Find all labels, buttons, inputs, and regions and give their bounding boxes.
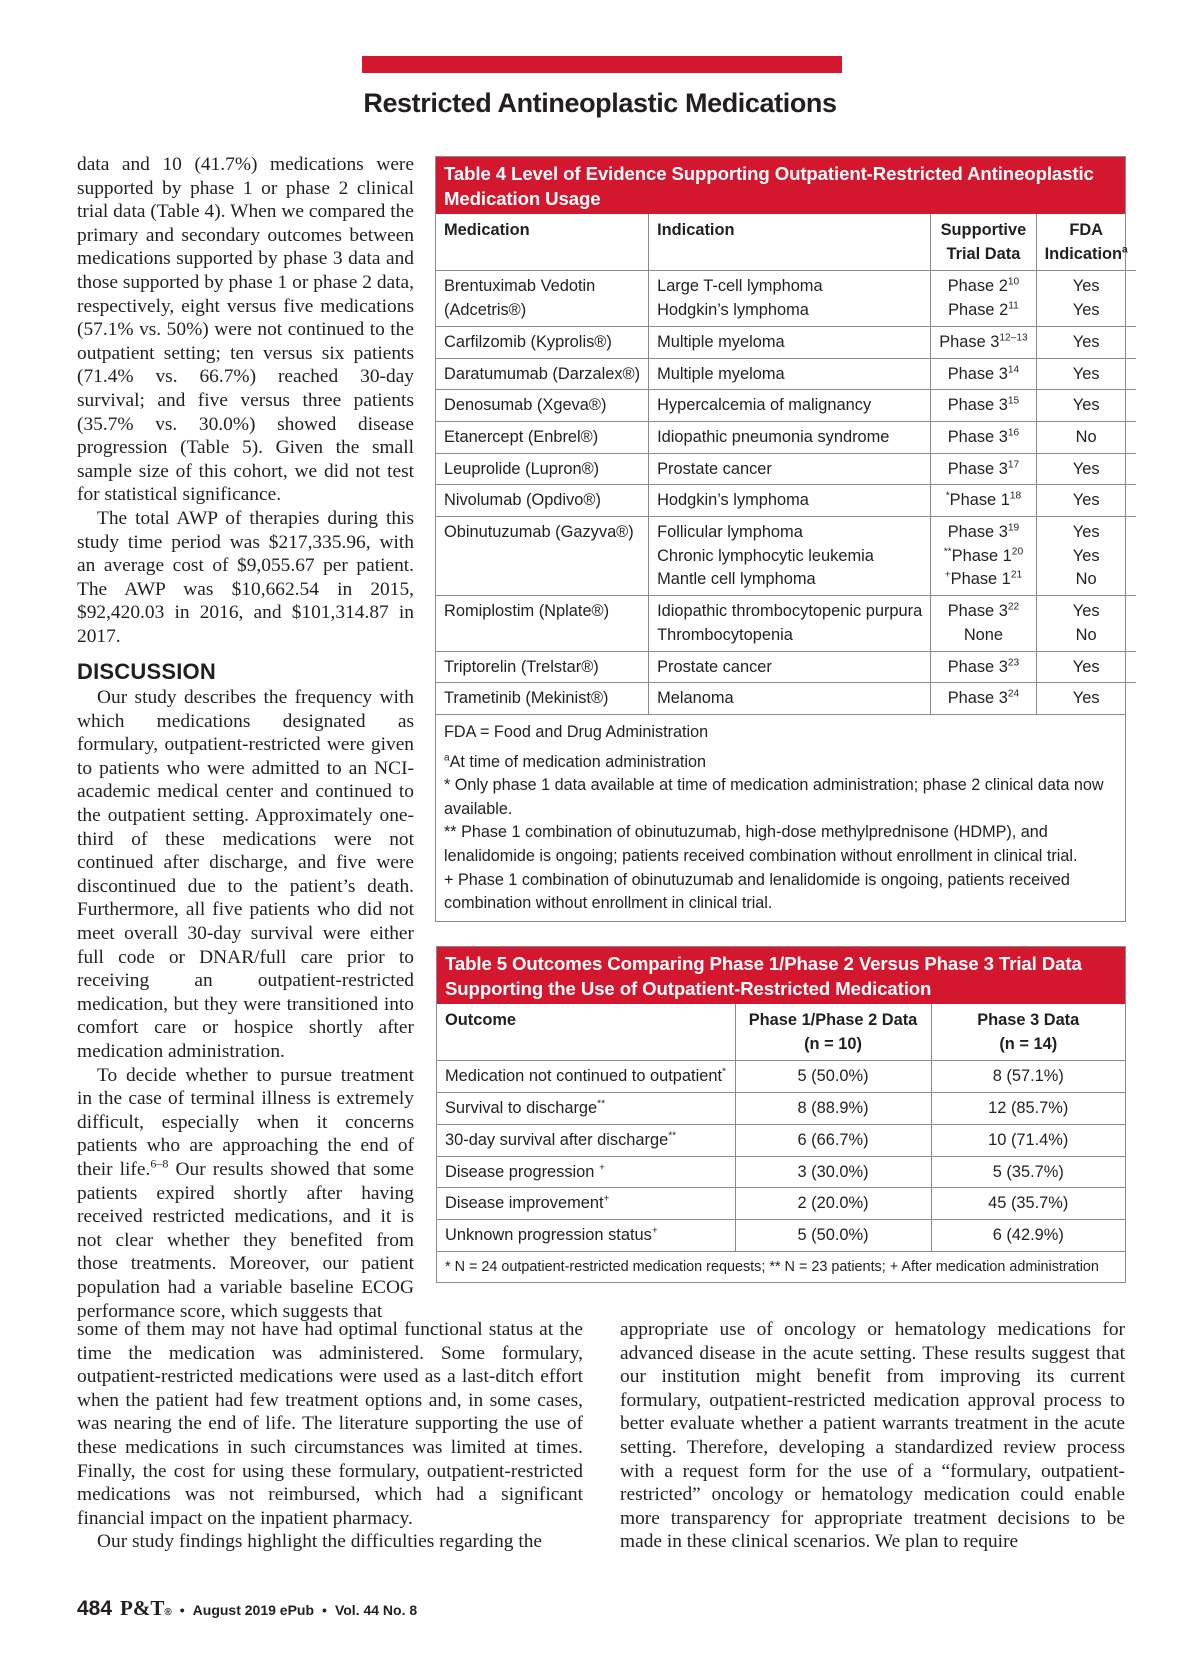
citation-ref: 21 xyxy=(1010,569,1023,581)
volume-info: Vol. 44 No. 8 xyxy=(334,1602,418,1618)
header-line: Indication xyxy=(1044,244,1123,263)
cell-fda-indication xyxy=(1036,358,1136,390)
cell-outcome xyxy=(437,1093,735,1125)
bottom-right-column xyxy=(620,1318,1125,1554)
indication: Multiple myeloma xyxy=(657,364,785,383)
indication: Hodgkin’s lymphoma xyxy=(657,491,809,510)
table-header-row xyxy=(437,1004,1125,1061)
footnote-mark: * xyxy=(945,490,950,502)
cell-phase3: 5 (35.7%) xyxy=(931,1156,1125,1188)
table-row xyxy=(436,485,1136,517)
body-paragraph xyxy=(77,1064,414,1324)
outcome-label: Unknown progression status xyxy=(445,1225,652,1244)
footnote-mark: ** xyxy=(943,546,952,558)
indication: Chronic lymphocytic leukemia xyxy=(657,546,874,565)
left-column xyxy=(77,153,414,1323)
cell-phase12: 8 (88.9%) xyxy=(735,1093,931,1125)
medication-name: Daratumumab (Darzalex®) xyxy=(444,364,641,383)
indication: Multiple myeloma xyxy=(657,332,785,351)
medication-name: Trametinib (Mekinist®) xyxy=(444,689,609,708)
table-row xyxy=(437,1124,1125,1156)
column-header-fda-indication xyxy=(1036,214,1136,271)
cell-indication xyxy=(649,271,931,326)
phase-text: None xyxy=(963,625,1004,644)
registered-mark: ® xyxy=(164,1607,172,1618)
fda-status: Yes xyxy=(1072,364,1100,383)
trial-phase xyxy=(939,600,1027,624)
table-row xyxy=(436,651,1136,683)
medication-name: Nivolumab (Opdivo®) xyxy=(444,491,601,510)
table-row xyxy=(437,1061,1125,1093)
cell-phase12: 5 (50.0%) xyxy=(735,1061,931,1093)
footnote-double-star: ** Phase 1 combination of obinutuzumab, high-dose methylprednisone (HDMP), and lenalidomide is ongoing; patients received combination without enrollment in clinical trial. xyxy=(444,823,1078,865)
trial-phase xyxy=(939,489,1027,513)
indication: Hodgkin’s lymphoma xyxy=(657,301,809,320)
table-row xyxy=(437,1156,1125,1188)
header-line: FDA xyxy=(1069,221,1103,239)
cell-trial-data xyxy=(931,326,1036,358)
table-row xyxy=(437,1219,1125,1250)
fda-status: Yes xyxy=(1072,602,1100,621)
outcome-label: Medication not continued to outpatient xyxy=(445,1067,723,1086)
phase-text: Phase 3 xyxy=(947,602,1008,621)
paragraph-text: To decide whether to pursue treatment in the case of terminal illness is extremely difficult, especially when it concerns patients who are approaching the end of their life. xyxy=(77,1064,414,1180)
footnote-star: * Only phase 1 data available at time of medication administration; phase 2 clinical data now available. xyxy=(444,776,1104,818)
footnote-text: At time of medication administration xyxy=(449,752,707,771)
citation-ref: 11 xyxy=(1008,300,1019,312)
footnote-mark: a xyxy=(1122,244,1128,256)
trial-phase xyxy=(939,687,1027,711)
table-row xyxy=(436,358,1136,390)
fda-status: Yes xyxy=(1072,491,1100,510)
phase-text: Phase 1 xyxy=(951,546,1012,565)
cell-indication xyxy=(649,453,931,485)
cell-fda-indication xyxy=(1036,271,1136,326)
indication: Thrombocytopenia xyxy=(657,625,793,644)
cell-trial-data xyxy=(931,390,1036,422)
cell-indication xyxy=(649,326,931,358)
column-header-indication: Indication xyxy=(649,214,931,271)
body-paragraph: data and 10 (41.7%) medications were supported by phase 1 or phase 2 clinical trial data (Table 4). When we compared the primary and secondary outcomes between medications supported by phase 3 data and those supported by phase 1 or phase 2 data, respectively, eight versus five medications (57.1% vs. 50%) were not continued to the outpatient setting; ten versus six patients (71.4% vs. 66.7%) reached 30-day survival; and five versus three patients (35.7% vs. 30.0%) showed disease progression (Table 5). Given the small sample size of this cohort, we did not test for statistical significance. xyxy=(77,154,414,506)
medication-name: Denosumab (Xgeva®) xyxy=(444,396,607,415)
column-header-trial-data xyxy=(931,214,1036,271)
indication: Idiopathic thrombocytopenic purpura xyxy=(657,602,923,621)
footnote-mark: ** xyxy=(668,1130,677,1142)
body-paragraph: appropriate use of oncology or hematology medications for advanced disease in the acute setting. These results suggest that our institution might benefit from improving its current formulary, outpatient-restricted medication approval process to better evaluate whether a patient warrants treatment in the acute setting. Therefore, developing a standardized review process with a request form for the use of a “formulary, outpatient-restricted” oncology or hematology medication could enable more transparency for appropriate treatment decisions to be made in these clinical scenarios. We plan to require xyxy=(620,1319,1125,1553)
body-paragraph: Our study findings highlight the difficulties regarding the xyxy=(97,1531,543,1553)
footnote-mark: + xyxy=(944,569,951,581)
cell-phase3: 12 (85.7%) xyxy=(931,1093,1125,1125)
indication: Large T-cell lymphoma xyxy=(657,277,823,296)
cell-trial-data xyxy=(931,453,1036,485)
citation-ref: 19 xyxy=(1007,522,1020,534)
phase-text: Phase 1 xyxy=(949,491,1010,510)
phase-text: Phase 2 xyxy=(947,277,1008,296)
cell-medication xyxy=(436,421,649,453)
journal-name xyxy=(120,1596,172,1621)
table-title: Table 5 Outcomes Comparing Phase 1/Phase 2 Versus Phase 3 Trial Data Supporting the Use of Outpatient-Restricted Medication xyxy=(437,947,1125,1004)
outcome-label: 30-day survival after discharge xyxy=(445,1130,669,1149)
cell-fda-indication xyxy=(1036,421,1136,453)
trial-phase xyxy=(939,458,1027,482)
footnote-mark: a xyxy=(444,752,450,764)
table-row xyxy=(436,683,1136,714)
phase-text: Phase 2 xyxy=(948,301,1009,320)
citation-ref: 18 xyxy=(1009,490,1022,502)
cell-indication xyxy=(649,421,931,453)
cell-trial-data xyxy=(931,683,1036,714)
paragraph-text: Our results showed that some patients expired shortly after having received restricted medications, and it is not clear whether they benefited from those treatments. Moreover, our patient population had a variable baseline ECOG performance score, which suggests that xyxy=(77,1158,414,1322)
medication-name: Obinutuzumab (Gazyva®) xyxy=(444,523,634,542)
issue-date: August 2019 ePub xyxy=(192,1602,315,1618)
cell-fda-indication xyxy=(1036,485,1136,517)
column-header-phase3 xyxy=(931,1004,1125,1061)
medication-name: Etanercept (Enbrel®) xyxy=(444,427,599,446)
trial-phase xyxy=(939,426,1027,450)
medication-name: Romiplostim (Nplate®) xyxy=(444,602,610,621)
table-row xyxy=(437,1093,1125,1125)
citation-ref: 6–8 xyxy=(150,1156,169,1171)
indication: Hypercalcemia of malignancy xyxy=(657,396,872,415)
cell-medication xyxy=(436,358,649,390)
medication-name: Brentuximab Vedotin xyxy=(444,277,596,296)
cell-medication xyxy=(436,271,649,326)
fda-status: No xyxy=(1075,625,1097,644)
cell-phase12: 3 (30.0%) xyxy=(735,1156,931,1188)
cell-fda-indication xyxy=(1036,596,1136,651)
trial-phase xyxy=(939,521,1027,545)
table-row xyxy=(436,517,1136,596)
cell-trial-data xyxy=(931,421,1036,453)
fda-status: Yes xyxy=(1072,689,1100,708)
cell-medication xyxy=(436,651,649,683)
cell-medication xyxy=(436,683,649,714)
medication-name: Leuprolide (Lupron®) xyxy=(444,459,600,478)
trial-phase xyxy=(939,656,1027,680)
cell-fda-indication xyxy=(1036,517,1136,596)
running-title: Restricted Antineoplastic Medications xyxy=(363,88,837,118)
page-footer xyxy=(77,1596,417,1621)
cell-indication xyxy=(649,683,931,714)
table-row xyxy=(436,326,1136,358)
fda-status: Yes xyxy=(1072,396,1100,415)
section-heading-discussion: DISCUSSION xyxy=(77,659,216,685)
table-title: Table 4 Level of Evidence Supporting Outpatient-Restricted Antineoplastic Medication Usage xyxy=(436,157,1125,214)
outcome-label: Survival to discharge xyxy=(445,1099,598,1118)
cell-phase12: 2 (20.0%) xyxy=(735,1188,931,1220)
outcome-label: Disease improvement xyxy=(445,1194,604,1213)
page-number: 484 xyxy=(77,1597,113,1620)
cell-indication xyxy=(649,517,931,596)
table-header-row xyxy=(436,214,1136,271)
trial-phase xyxy=(939,545,1027,569)
table-row xyxy=(436,390,1136,422)
cell-medication xyxy=(436,485,649,517)
fda-status: Yes xyxy=(1072,523,1100,542)
cell-indication xyxy=(649,651,931,683)
cell-phase12: 5 (50.0%) xyxy=(735,1219,931,1250)
phase-text: Phase 1 xyxy=(950,570,1011,589)
cell-fda-indication xyxy=(1036,683,1136,714)
footnote-abbreviation: FDA = Food and Drug Administration xyxy=(444,722,709,741)
fda-status: Yes xyxy=(1072,459,1100,478)
column-header-outcome: Outcome xyxy=(437,1004,735,1061)
medication-name: (Adcetris®) xyxy=(444,301,527,320)
phase-text: Phase 3 xyxy=(947,459,1008,478)
indication: Prostate cancer xyxy=(657,657,772,676)
citation-ref: 23 xyxy=(1007,657,1020,669)
table-row xyxy=(437,1188,1125,1220)
header-accent-bar xyxy=(362,56,842,73)
cell-indication xyxy=(649,485,931,517)
cell-phase3: 6 (42.9%) xyxy=(931,1219,1125,1250)
cell-trial-data xyxy=(931,485,1036,517)
table-row xyxy=(436,271,1136,326)
medication-name: Carfilzomib (Kyprolis®) xyxy=(444,332,612,351)
cell-outcome xyxy=(437,1061,735,1093)
trial-phase xyxy=(939,624,1027,648)
indication: Follicular lymphoma xyxy=(657,523,803,542)
table-row xyxy=(436,421,1136,453)
trial-phase xyxy=(939,331,1027,355)
citation-ref: 16 xyxy=(1007,427,1020,439)
column-header-phase12 xyxy=(735,1004,931,1061)
table-row xyxy=(436,453,1136,485)
column-header-medication: Medication xyxy=(436,214,649,271)
trial-phase xyxy=(939,394,1027,418)
cell-fda-indication xyxy=(1036,390,1136,422)
header-line: (n = 10) xyxy=(804,1034,862,1053)
table-5-grid xyxy=(437,1004,1125,1251)
header-line: Phase 3 Data xyxy=(977,1011,1080,1029)
cell-outcome xyxy=(437,1188,735,1220)
table-4 xyxy=(435,156,1126,922)
indication: Mantle cell lymphoma xyxy=(657,570,816,589)
cell-outcome xyxy=(437,1124,735,1156)
indication: Prostate cancer xyxy=(657,459,772,478)
medication-name: Triptorelin (Trelstar®) xyxy=(444,657,599,676)
phase-text: Phase 3 xyxy=(947,523,1008,542)
bottom-left-column xyxy=(77,1318,583,1554)
cell-medication xyxy=(436,517,649,596)
citation-ref: 15 xyxy=(1007,395,1020,407)
phase-text: Phase 3 xyxy=(947,689,1008,708)
fda-status: No xyxy=(1075,427,1097,446)
indication: Idiopathic pneumonia syndrome xyxy=(657,427,890,446)
header-line: (n = 14) xyxy=(999,1034,1058,1053)
footnote-a xyxy=(444,751,1117,775)
cell-outcome xyxy=(437,1219,735,1250)
trial-phase xyxy=(939,275,1027,299)
body-paragraph: The total AWP of therapies during this study time period was $217,335.96, with an average cost of $9,055.67 per patient. The AWP was $10,662.54 in 2015, $92,420.03 in 2016, and $101,314.87 in 2017. xyxy=(77,507,414,647)
citation-ref: 24 xyxy=(1007,688,1020,700)
fda-status: Yes xyxy=(1072,546,1100,565)
journal-title: P&T xyxy=(120,1596,165,1620)
footnote-mark: + xyxy=(598,1162,605,1174)
cell-trial-data xyxy=(931,517,1036,596)
footnote-mark: + xyxy=(603,1193,610,1205)
phase-text: Phase 3 xyxy=(947,427,1008,446)
header-line: Supportive xyxy=(940,221,1027,239)
fda-status: Yes xyxy=(1072,301,1100,320)
footnote-mark: ** xyxy=(597,1098,606,1110)
cell-indication xyxy=(649,596,931,651)
footnote-mark: * xyxy=(722,1066,726,1078)
citation-ref: 14 xyxy=(1007,364,1020,376)
footnote-plus: + Phase 1 combination of obinutuzumab and lenalidomide is ongoing, patients received combination without enrollment in clinical trial. xyxy=(444,870,1070,913)
cell-phase3: 8 (57.1%) xyxy=(931,1061,1125,1093)
fda-status: No xyxy=(1075,570,1097,589)
body-paragraph: Our study describes the frequency with which medications designated as formulary, outpatient-restricted were given to patients who were admitted to an NCI-academic medical center and continued to the outpatient setting. Approximately one-third of these medications were not continued after discharge, and five were discontinued due to the patient’s death. Furthermore, all five patients who did not meet overall 30-day survival were either full code or DNAR/full care prior to receiving an outpatient-restricted medication, but they were transitioned into comfort care or hospice shortly after medication administration. xyxy=(77,687,414,1062)
outcome-label: Disease progression xyxy=(445,1162,599,1181)
cell-trial-data xyxy=(931,651,1036,683)
cell-phase3: 10 (71.4%) xyxy=(931,1124,1125,1156)
table-4-footnotes xyxy=(436,714,1125,921)
header-line: Phase 1/Phase 2 Data xyxy=(748,1011,918,1029)
table-4-grid xyxy=(436,214,1136,714)
footnote-mark: + xyxy=(651,1225,658,1237)
cell-medication xyxy=(436,596,649,651)
table-5 xyxy=(436,946,1126,1283)
body-paragraph: some of them may not have had optimal functional status at the time the medication was administered. Some formulary, outpatient-restricted medications were used as a last-ditch effort when the patient had few treatment options and, in some cases, was nearing the end of life. The literature supporting the use of these medications in such circumstances was limited at times. Finally, the cost for using these formulary, outpatient-restricted medications was not reimbursed, which had a significant financial impact on the inpatient pharmacy. xyxy=(77,1319,583,1529)
cell-medication xyxy=(436,453,649,485)
cell-trial-data xyxy=(931,596,1036,651)
trial-phase xyxy=(939,363,1027,387)
separator-dot: • xyxy=(179,1602,185,1618)
cell-fda-indication xyxy=(1036,453,1136,485)
phase-text: Phase 3 xyxy=(947,657,1008,676)
citation-ref: 20 xyxy=(1011,546,1024,558)
fda-status: Yes xyxy=(1072,332,1100,351)
trial-phase xyxy=(939,568,1027,592)
table-5-footnote: * N = 24 outpatient-restricted medication requests; ** N = 23 patients; + After medication administration xyxy=(437,1251,1125,1282)
cell-medication xyxy=(436,326,649,358)
citation-ref: 10 xyxy=(1007,276,1020,288)
fda-status: Yes xyxy=(1072,277,1100,296)
cell-outcome xyxy=(437,1156,735,1188)
cell-indication xyxy=(649,390,931,422)
cell-medication xyxy=(436,390,649,422)
citation-ref: 17 xyxy=(1007,459,1020,471)
indication: Melanoma xyxy=(657,689,734,708)
cell-indication xyxy=(649,358,931,390)
fda-status: Yes xyxy=(1072,657,1100,676)
trial-phase xyxy=(939,299,1027,323)
cell-fda-indication xyxy=(1036,651,1136,683)
separator-dot: • xyxy=(322,1602,327,1618)
phase-text: Phase 3 xyxy=(939,332,1000,351)
cell-trial-data xyxy=(931,271,1036,326)
cell-trial-data xyxy=(931,358,1036,390)
cell-fda-indication xyxy=(1036,326,1136,358)
citation-ref: 12–13 xyxy=(999,332,1028,344)
phase-text: Phase 3 xyxy=(947,364,1008,383)
header-line: Trial Data xyxy=(946,244,1021,263)
table-row xyxy=(436,596,1136,651)
cell-phase3: 45 (35.7%) xyxy=(931,1188,1125,1220)
citation-ref: 22 xyxy=(1007,601,1020,613)
cell-phase12: 6 (66.7%) xyxy=(735,1124,931,1156)
phase-text: Phase 3 xyxy=(947,396,1008,415)
